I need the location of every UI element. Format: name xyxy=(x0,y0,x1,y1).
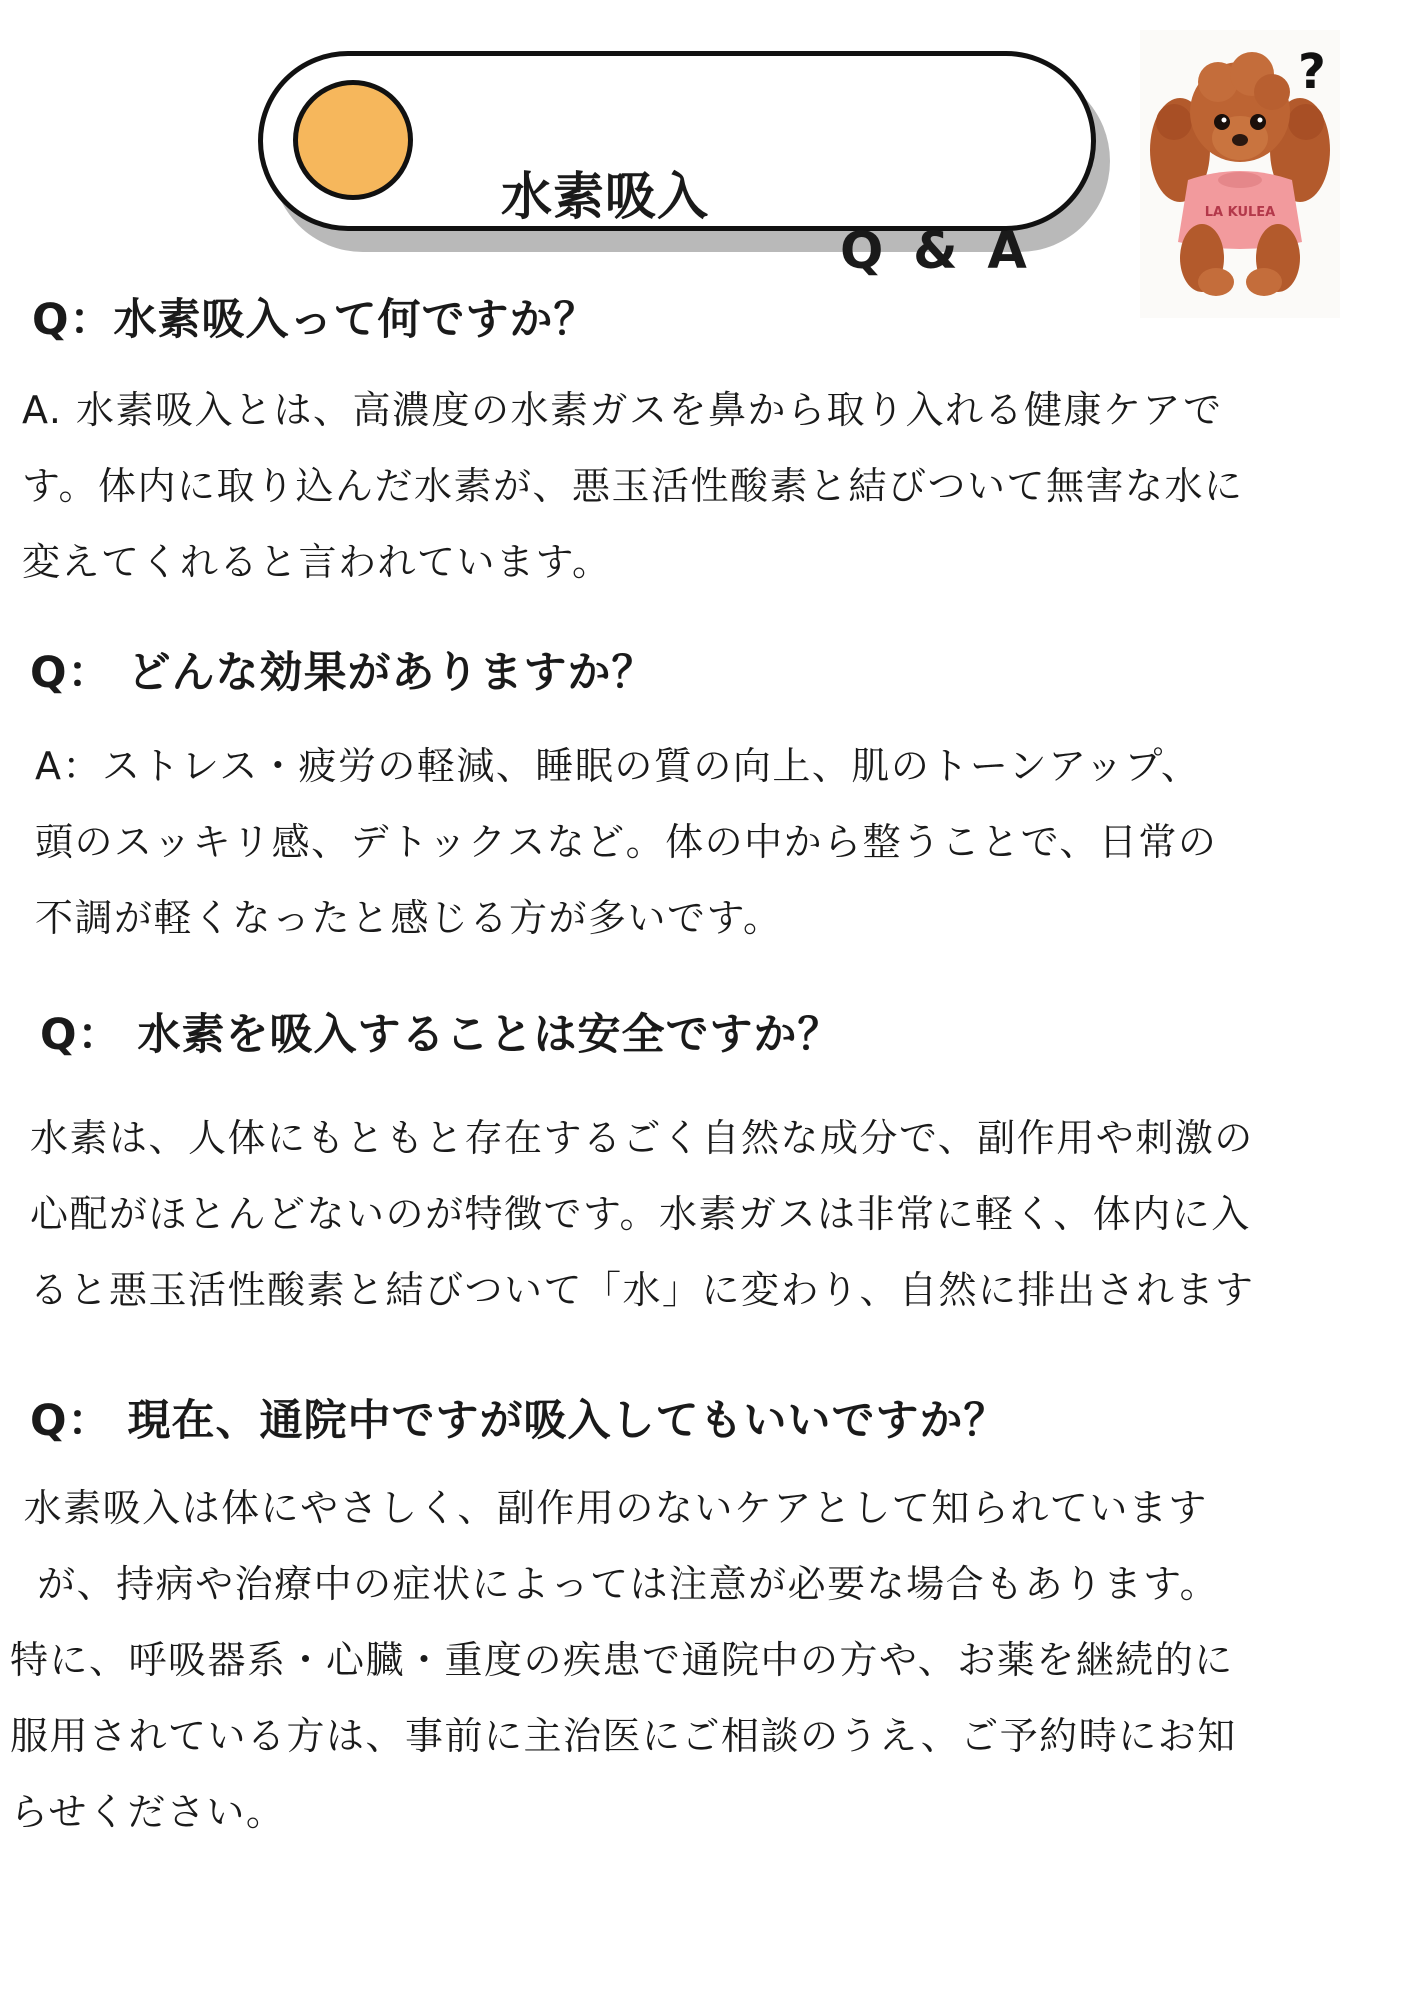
page-title-main: 水素吸入 xyxy=(501,168,710,227)
faq-question-1: Q：水素吸入って何ですか？ xyxy=(32,295,598,345)
faq-question-2: Q： どんな効果がありますか？ xyxy=(30,648,656,698)
answer-line: 水素吸入は体にやさしく、副作用のないケアとして知られています xyxy=(10,1486,1208,1530)
answer-line: 変えてくれると言われています。 xyxy=(22,540,612,584)
answer-line: 特に、呼吸器系・心臓・重度の疾患で通院中の方や、お薬を継続的に xyxy=(10,1638,1234,1682)
answer-line: A：ストレス・疲労の軽減、睡眠の質の向上、肌のトーンアップ、 xyxy=(35,744,1201,788)
answer-line: が、持病や治療中の症状によっては注意が必要な場合もあります。 xyxy=(10,1562,1220,1606)
answer-line: らせください。 xyxy=(10,1790,286,1834)
mascot-shirt-text: LA KULEA xyxy=(1204,205,1276,220)
answer-line: 服用されている方は、事前に主治医にご相談のうえ、ご予約時にお知 xyxy=(10,1714,1237,1758)
title-banner xyxy=(258,51,1096,281)
faq-answer-3 xyxy=(30,1100,1255,1328)
faq-answer-2 xyxy=(35,728,1217,956)
answer-line: 心配がほとんどないのが特徴です。水素ガスは非常に軽く、体内に入 xyxy=(30,1192,1251,1236)
question-mark-icon: ? xyxy=(1298,44,1326,100)
answer-line: 不調が軽くなったと感じる方が多いです。 xyxy=(35,896,783,940)
poodle-mascot-image xyxy=(1140,30,1340,318)
faq-answer-1 xyxy=(22,372,1243,600)
faq-question-4: Q： 現在、通院中ですが吸入してもいいですか？ xyxy=(30,1396,1008,1446)
answer-line: 頭のスッキリ感、デトックスなど。体の中から整うことで、日常の xyxy=(35,820,1218,864)
faq-answer-4 xyxy=(10,1470,1237,1850)
answer-line: す。体内に取り込んだ水素が、悪玉活性酸素と結びついて無害な水に xyxy=(22,464,1244,508)
answer-line: A. 水素吸入とは、高濃度の水素ガスを鼻から取り入れる健康ケアで xyxy=(22,388,1223,432)
faq-question-3: Q： 水素を吸入することは安全ですか？ xyxy=(40,1010,842,1060)
answer-line: 水素は、人体にもともと存在するごく自然な成分で、副作用や刺激の xyxy=(30,1116,1254,1160)
page-title-qa: Q & A xyxy=(840,222,1033,281)
answer-line: ると悪玉活性酸素と結びついて「水」に変わり、自然に排出されます xyxy=(30,1268,1255,1312)
